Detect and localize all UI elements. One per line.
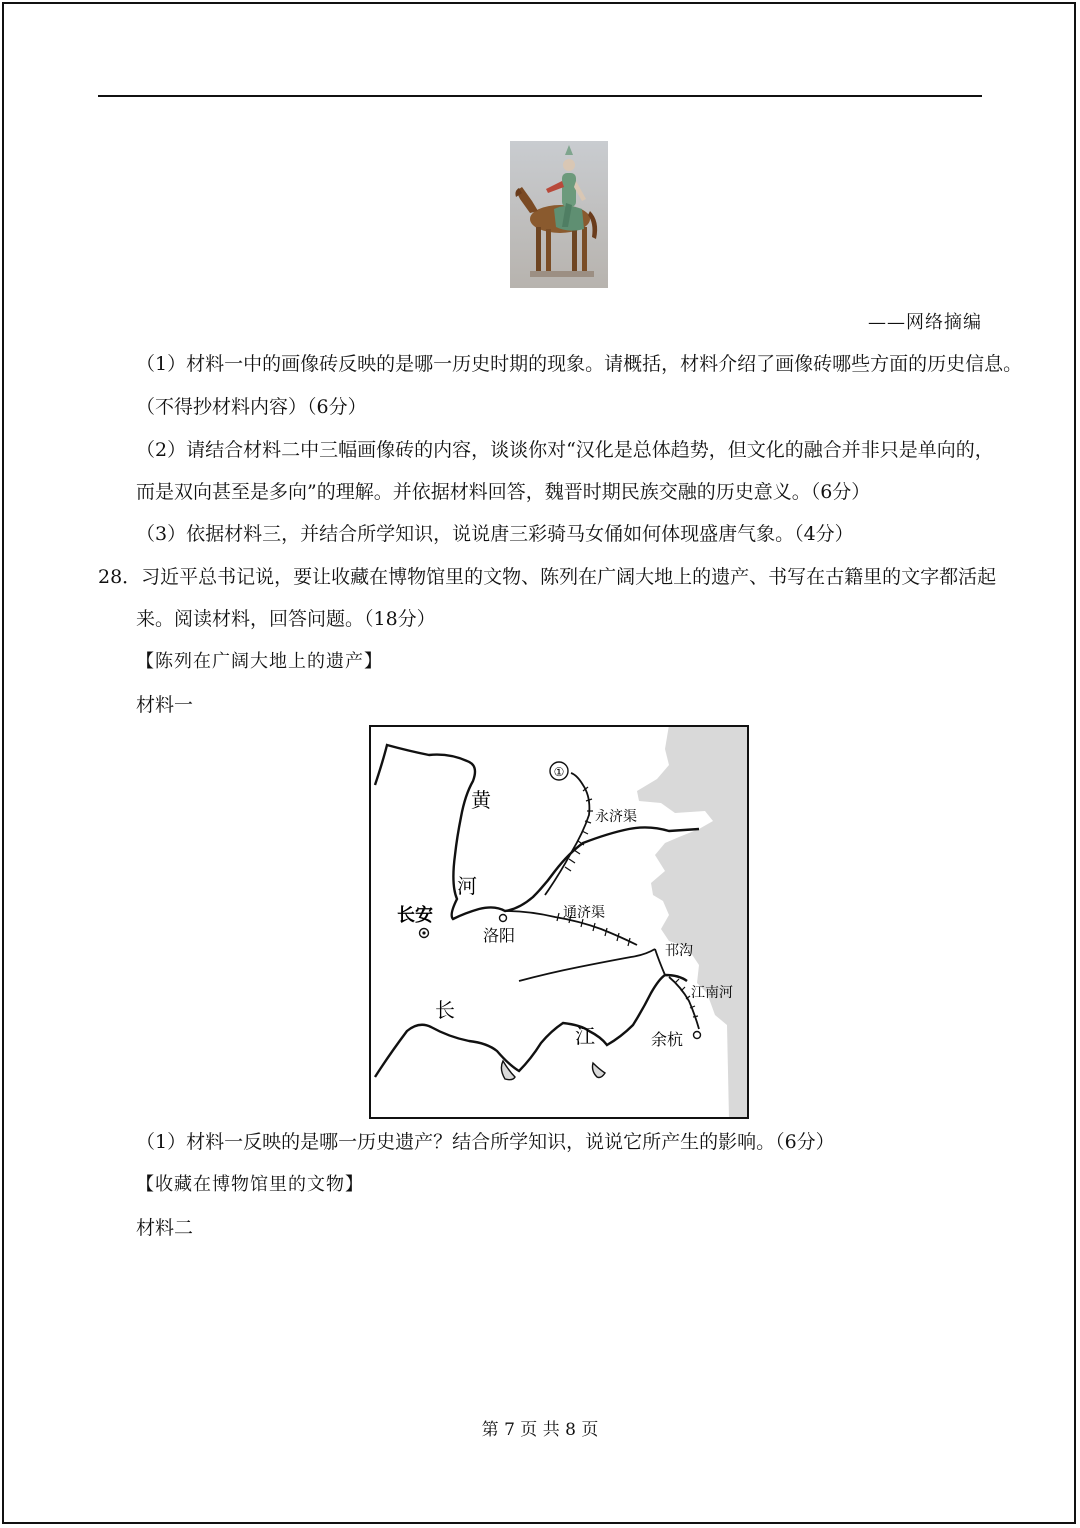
grand-canal-map (369, 725, 749, 1119)
question-28-stem-cont: 来。阅读材料，回答问题。（18分） (136, 608, 436, 630)
question-27-2: （2）请结合材料二中三幅画像砖的内容，谈谈你对“汉化是总体趋势，但文化的融合并非只是单向的， (136, 439, 994, 461)
map-label-he: 河 (457, 874, 477, 898)
map-label-circle-1: ① (553, 765, 565, 779)
map-label-changan: 长安 (397, 905, 433, 926)
map-label-jiang: 江 (575, 1024, 595, 1048)
source-credit: ——网络摘编 (868, 312, 982, 333)
map-label-yongjiqu: 永济渠 (595, 809, 637, 825)
map-label-tongjiqu: 通济渠 (563, 905, 605, 921)
map-label-hangou: 邗沟 (665, 943, 693, 959)
map-label-chang: 长 (435, 998, 455, 1022)
question-27-1: （1）材料一中的画像砖反映的是哪一历史时期的现象。请概括，材料介绍了画像砖哪些方面的历史信息。 (136, 353, 1023, 375)
question-28-stem: 28．习近平总书记说，要让收藏在博物馆里的文物、陈列在广阔大地上的遗产、书写在古籍里的文字都活起 (98, 566, 997, 588)
header-rule (98, 95, 982, 97)
map-label-yuhang: 余杭 (651, 1030, 684, 1049)
tang-sancai-figurine-photo (510, 141, 608, 288)
question-27-1-cont: （不得抄材料内容）（6分） (136, 396, 367, 418)
material-2-label: 材料二 (136, 1217, 194, 1239)
section-heading-museum: 【收藏在博物馆里的文物】 (136, 1174, 364, 1195)
question-28-1: （1）材料一反映的是哪一历史遗产？结合所学知识，说说它所产生的影响。（6分） (136, 1131, 835, 1153)
section-heading-heritage: 【陈列在广阔大地上的遗产】 (136, 651, 383, 672)
page-number-footer: 第 7 页 共 8 页 (481, 1420, 599, 1440)
map-label-luoyang: 洛阳 (483, 926, 516, 945)
map-label-jiangnanhe: 江南河 (691, 985, 733, 1001)
map-label-huang: 黄 (471, 788, 491, 812)
material-1-label: 材料一 (136, 694, 194, 716)
question-27-3: （3）依据材料三，并结合所学知识，说说唐三彩骑马女俑如何体现盛唐气象。（4分） (136, 523, 854, 545)
question-27-2-cont: 而是双向甚至是多向”的理解。并依据材料回答，魏晋时期民族交融的历史意义。（6分） (136, 481, 871, 503)
